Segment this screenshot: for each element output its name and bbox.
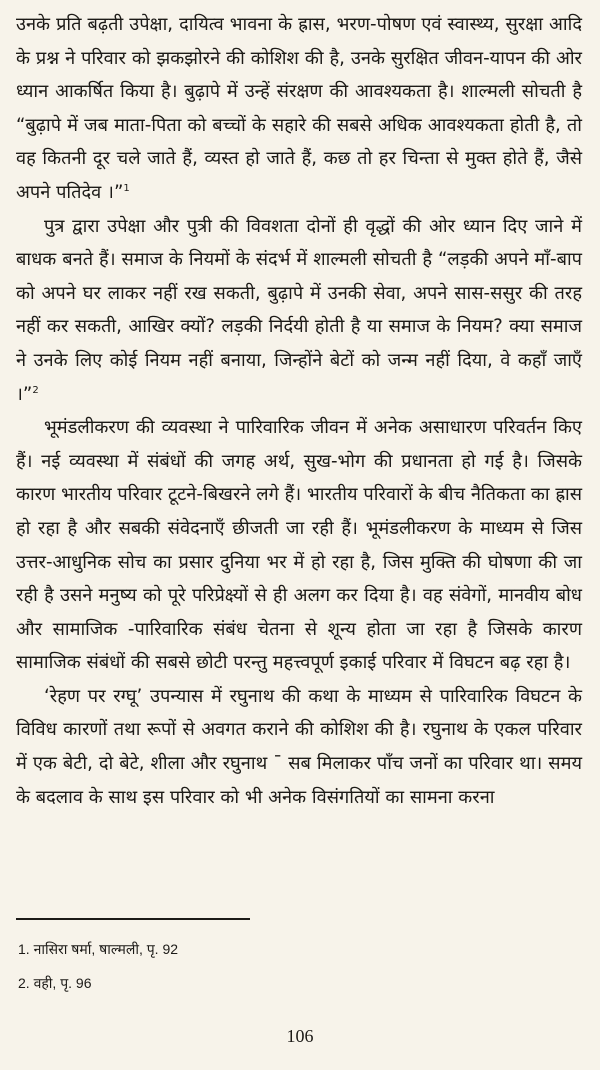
footnotes (18, 932, 178, 1000)
paragraph-1-text: उनके प्रति बढ़ती उपेक्षा, दायित्व भावना के ह्रास, भरण-पोषण एवं स्वास्थ्य, सुरक्षा आदि के प्रश्न ने परिवार को झकझोरने की कोशिश की है, उनके सुरक्षित जीवन-यापन की ओर ध्यान आकर्षित किया है। बुढ़ापे में उन्हें संरक्षण की आवश्यकता है। शाल्मली सोचती है “बुढ़ापे में जब माता-पिता को बच्चों के सहारे की सबसे अधिक आवश्यकता होती है, तो वह कितनी दूर चले जाते हैं, व्यस्त हो जाते हैं, कछ तो हर चिन्ता से मुक्त होते हैं, जैसे अपने पतिदेव ।” (16, 14, 582, 203)
paragraph-2-text: पुत्र द्वारा उपेक्षा और पुत्री की विवशता दोनों ही वृद्धों की ओर ध्यान दिए जाने में बाधक बनते हैं। समाज के नियमों के संदर्भ में शाल्मली सोचती है “लड़की अपने माँ-बाप को अपने घर लाकर नहीं रख सकती, बुढ़ापे में उनकी सेवा, अपने सास-ससुर की तरह नहीं कर सकती, आखिर क्यों? लड़की निर्दयी होती है या समाज के नियम? क्या समाज ने उनके लिए कोई नियम नहीं बनाया, जिन्होंने बेटों को जन्म नहीं दिया, वे कहाँ जाएँ ।” (16, 215, 582, 405)
footnote-ref-1: 1 (123, 182, 130, 194)
paragraph-1 (16, 8, 582, 210)
page-number: 106 (286, 1026, 314, 1046)
body-text (16, 8, 582, 814)
paragraph-3 (16, 411, 582, 680)
footnote-ref-2: 2 (32, 384, 39, 396)
footnote-2: 2. वही, पृ. 96 (18, 975, 92, 991)
paragraph-4 (16, 680, 582, 814)
paragraph-3-text: भूमंडलीकरण की व्यवस्था ने पारिवारिक जीवन में अनेक असाधारण परिवर्तन किए हैं। नई व्यवस्था में संबंधों की जगह अर्थ, सुख-भोग की प्रधानता हो गई है। जिसके कारण भारतीय परिवार टूटने-बिखरने लगे हैं। भारतीय परिवारों के बीच नैतिकता का ह्रास हो रहा है और सबकी संवेदनाएँ छीजती जा रही हैं। भूमंडलीकरण के माध्यम से जिस उत्तर-आधुनिक सोच का प्रसार दुनिया भर में हो रहा है, जिस मुक्ति की घोषणा की जा रही है उसने मनुष्य को पूरे परिप्रेक्ष्यों से ही अलग कर दिया है। वह संवेगों, मानवीय बोध और सामाजिक -पारिवारिक संबंध चेतना से शून्य होता जा रहा है जिसके कारण सामाजिक संबंधों की सबसे छोटी परन्तु महत्त्वपूर्ण इकाई परिवार में विघटन बढ़ रहा है। (16, 417, 582, 674)
footnote-1: 1. नासिरा षर्मा, षाल्मली, पृ. 92 (18, 941, 179, 957)
paragraph-2 (16, 210, 582, 412)
paragraph-4-text: ‘रेहण पर रग्घू’ उपन्यास में रघुनाथ की कथा के माध्यम से पारिवारिक विघटन के विविध कारणों तथा रूपों से अवगत कराने की कोशिश की है। रघुनाथ के एकल परिवार में एक बेटी, दो बेटे, शीला और रघुनाथ ¯ सब मिलाकर पाँच जनों का परिवार था। समय के बदलाव के साथ इस परिवार को भी अनेक विसंगतियों का सामना करना (16, 685, 582, 808)
footnote-divider (16, 918, 250, 920)
